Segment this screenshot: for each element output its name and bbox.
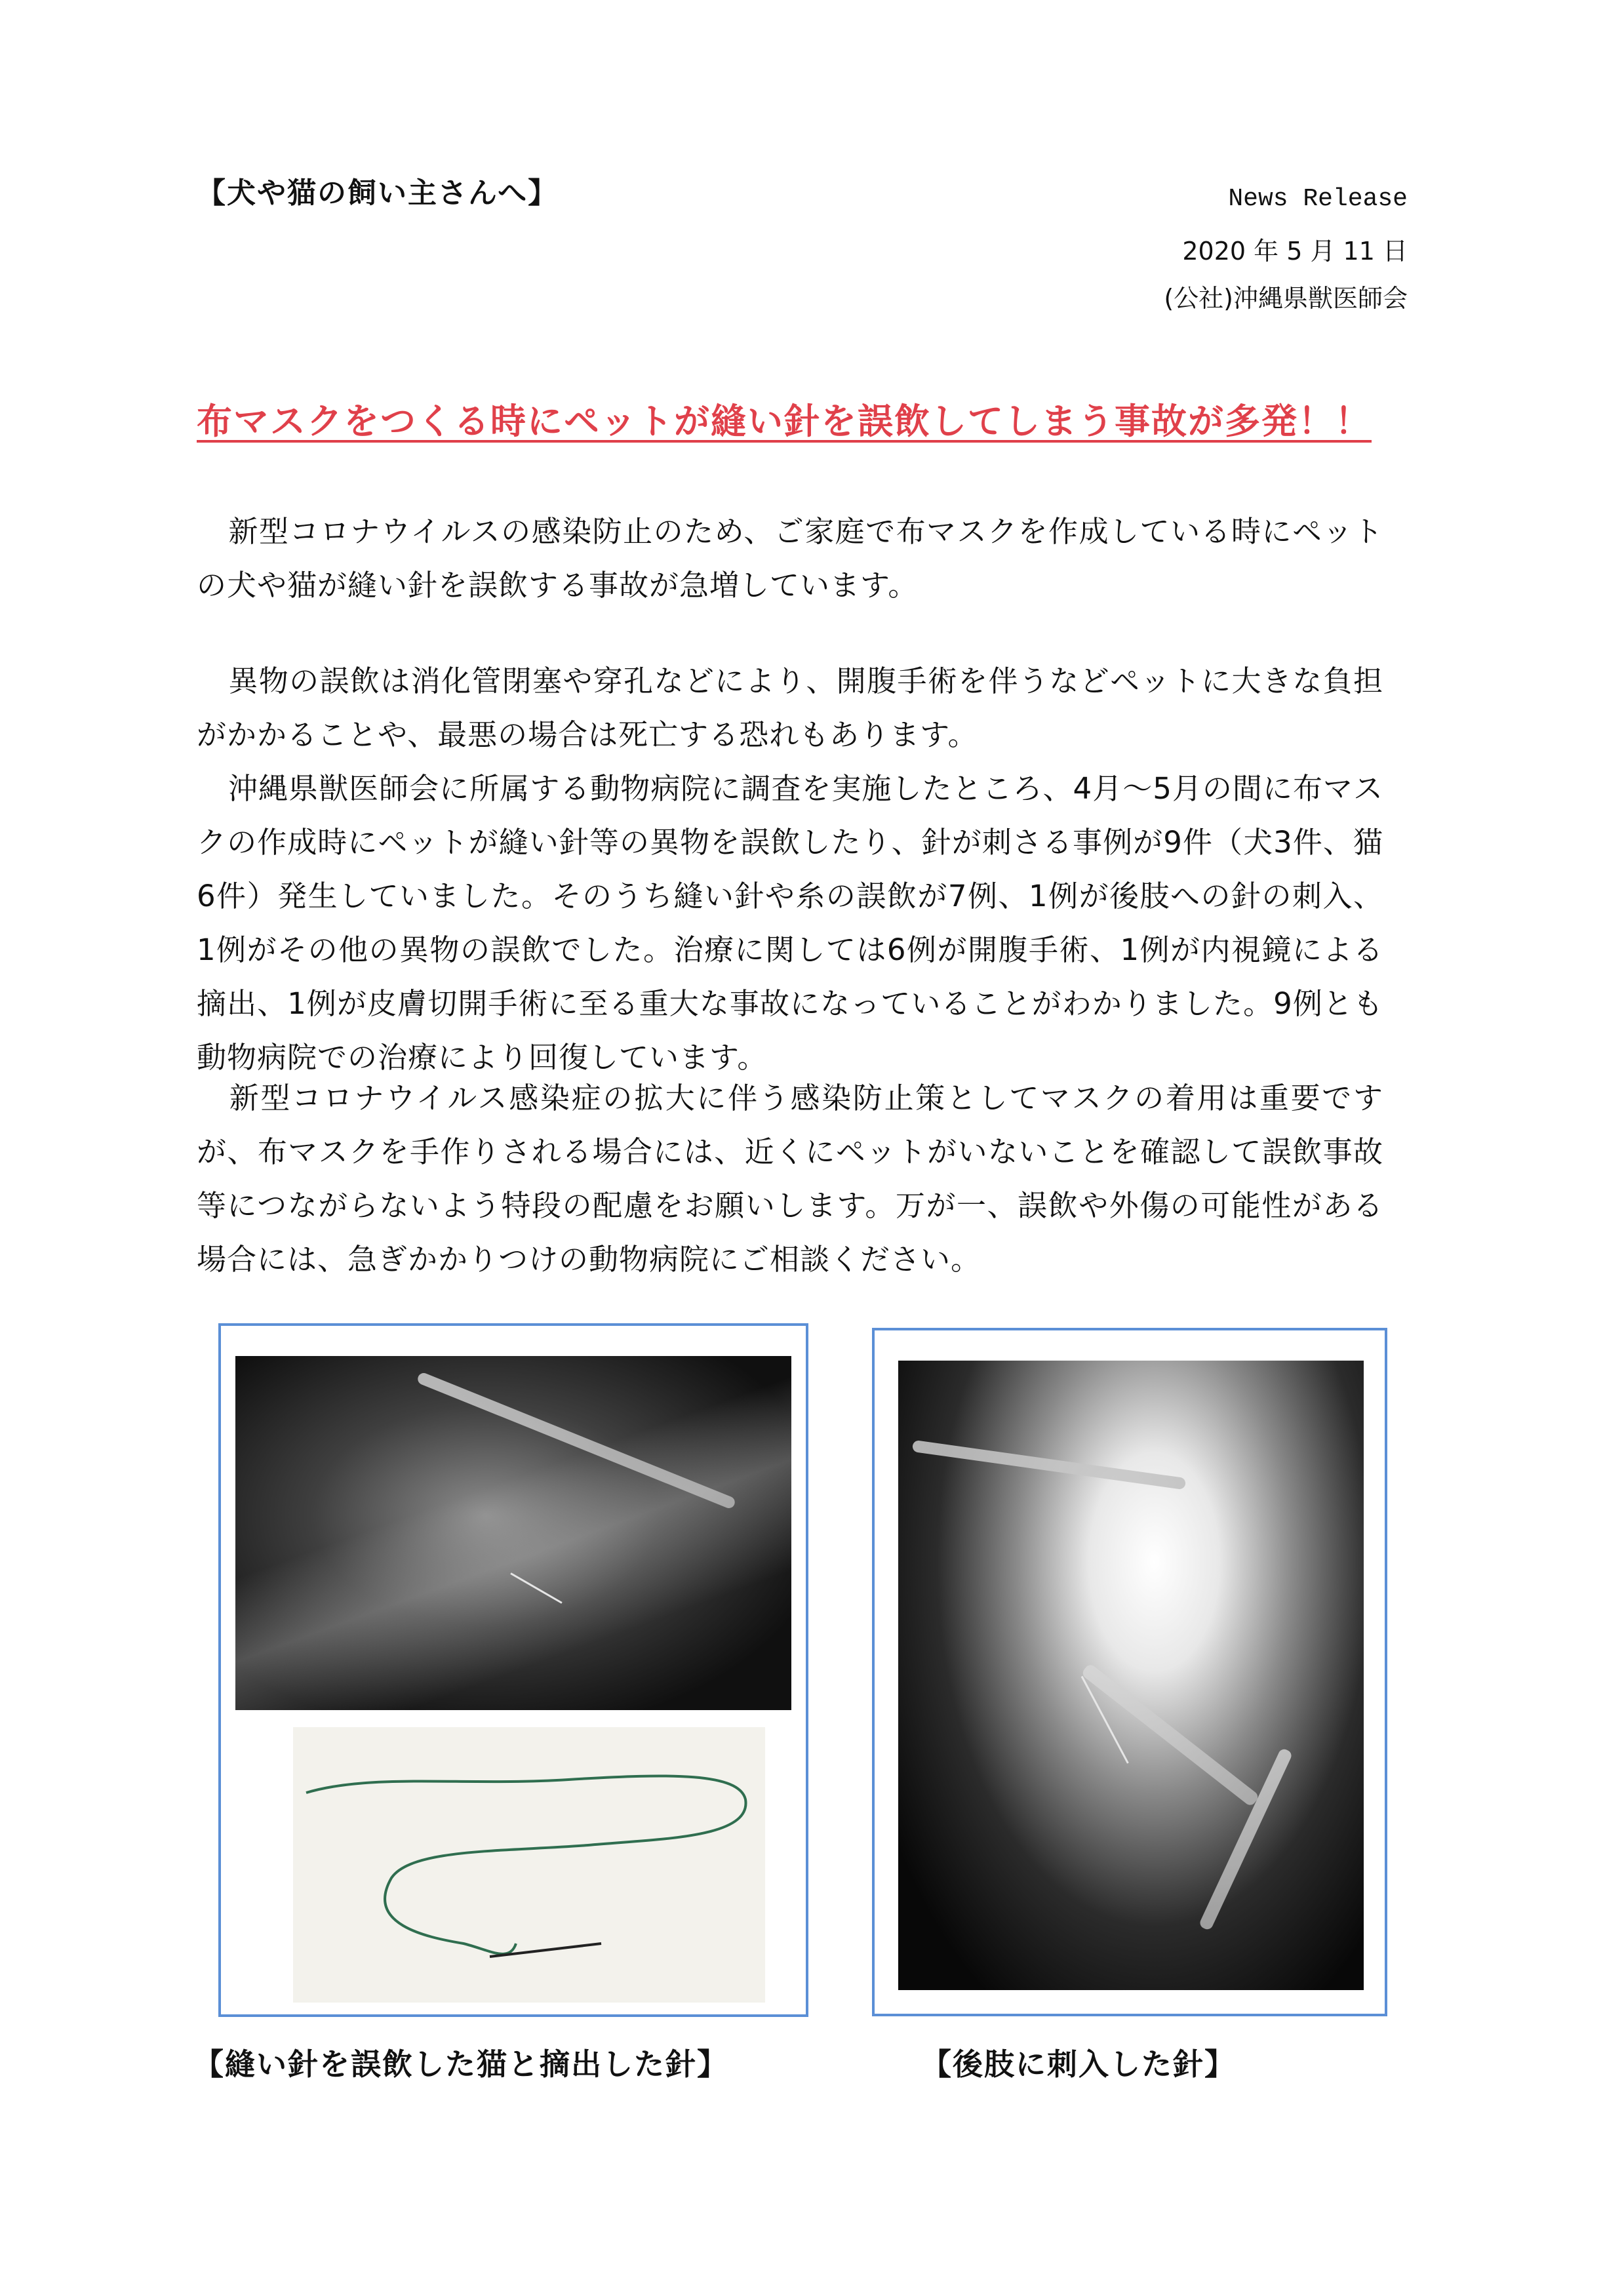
figure-swallowed-needle	[218, 1323, 808, 2017]
news-release-label: News Release	[1228, 185, 1408, 213]
extracted-needle-photo	[293, 1727, 765, 2003]
paragraph-request	[197, 1071, 1383, 1287]
spine-shape	[416, 1371, 737, 1509]
needle	[490, 1944, 601, 1957]
figure-hindlimb-needle	[872, 1328, 1387, 2016]
page-title: 布マスクをつくる時にペットが縫い針を誤飲してしまう事故が多発！！	[197, 401, 1372, 442]
paragraph-intro-text: 新型コロナウイルスの感染防止のため、ご家庭で布マスクを作成している時にペットの犬や猫が縫い針を誤飲する事故が急増しています。	[197, 514, 1383, 603]
caption-hindlimb-needle: 【後肢に刺入した針】	[921, 2046, 1236, 2082]
salutation-heading: 【犬や猫の飼い主さんへ】	[197, 176, 559, 210]
green-thread	[306, 1776, 746, 1953]
paragraph-request-text: 新型コロナウイルス感染症の拡大に伴う感染防止策としてマスクの着用は重要ですが、布マスクを手作りされる場合には、近くにペットがいないことを確認して誤飲事故等につながらないよう特段の配慮をお願いします。万が一、誤飲や外傷の可能性がある場合には、急ぎかかりつけの動物病院にご相談ください。	[197, 1081, 1383, 1277]
hindlimb-xray-image	[898, 1361, 1364, 1990]
organization-name: (公社)沖縄県獣医師会	[1164, 284, 1408, 313]
caption-swallowed-needle: 【縫い針を誤飲した猫と摘出した針】	[193, 2046, 728, 2082]
paragraph-intro	[197, 505, 1383, 612]
needle-shape	[510, 1572, 562, 1604]
cat-xray-image	[235, 1356, 791, 1710]
paragraph-details	[197, 654, 1383, 1085]
thread-needle-drawing	[293, 1727, 765, 2003]
femur-shape	[1080, 1663, 1260, 1808]
release-date: 2020 年 5 月 11 日	[1182, 237, 1408, 266]
spine-shape	[912, 1440, 1186, 1490]
paragraph-survey-text: 沖縄県獣医師会に所属する動物病院に調査を実施したところ、4月～5月の間に布マスクの作成時にペットが縫い針等の異物を誤飲したり、針が刺さる事例が9件（犬3件、猫6件）発生していました。そのうち縫い針や糸の誤飲が7例、1例が後肢への針の刺入、1例がその他の異物の誤飲でした。治療に関しては6例が開腹手術、1例が内視鏡による摘出、1例が皮膚切開手術に至る重大な事故になっていることがわかりました。9例とも動物病院での治療により回復しています。	[197, 771, 1383, 1075]
paragraph-risk-text: 異物の誤飲は消化管閉塞や穿孔などにより、開腹手術を伴うなどペットに大きな負担がかかることや、最悪の場合は死亡する恐れもあります。	[197, 664, 1383, 752]
